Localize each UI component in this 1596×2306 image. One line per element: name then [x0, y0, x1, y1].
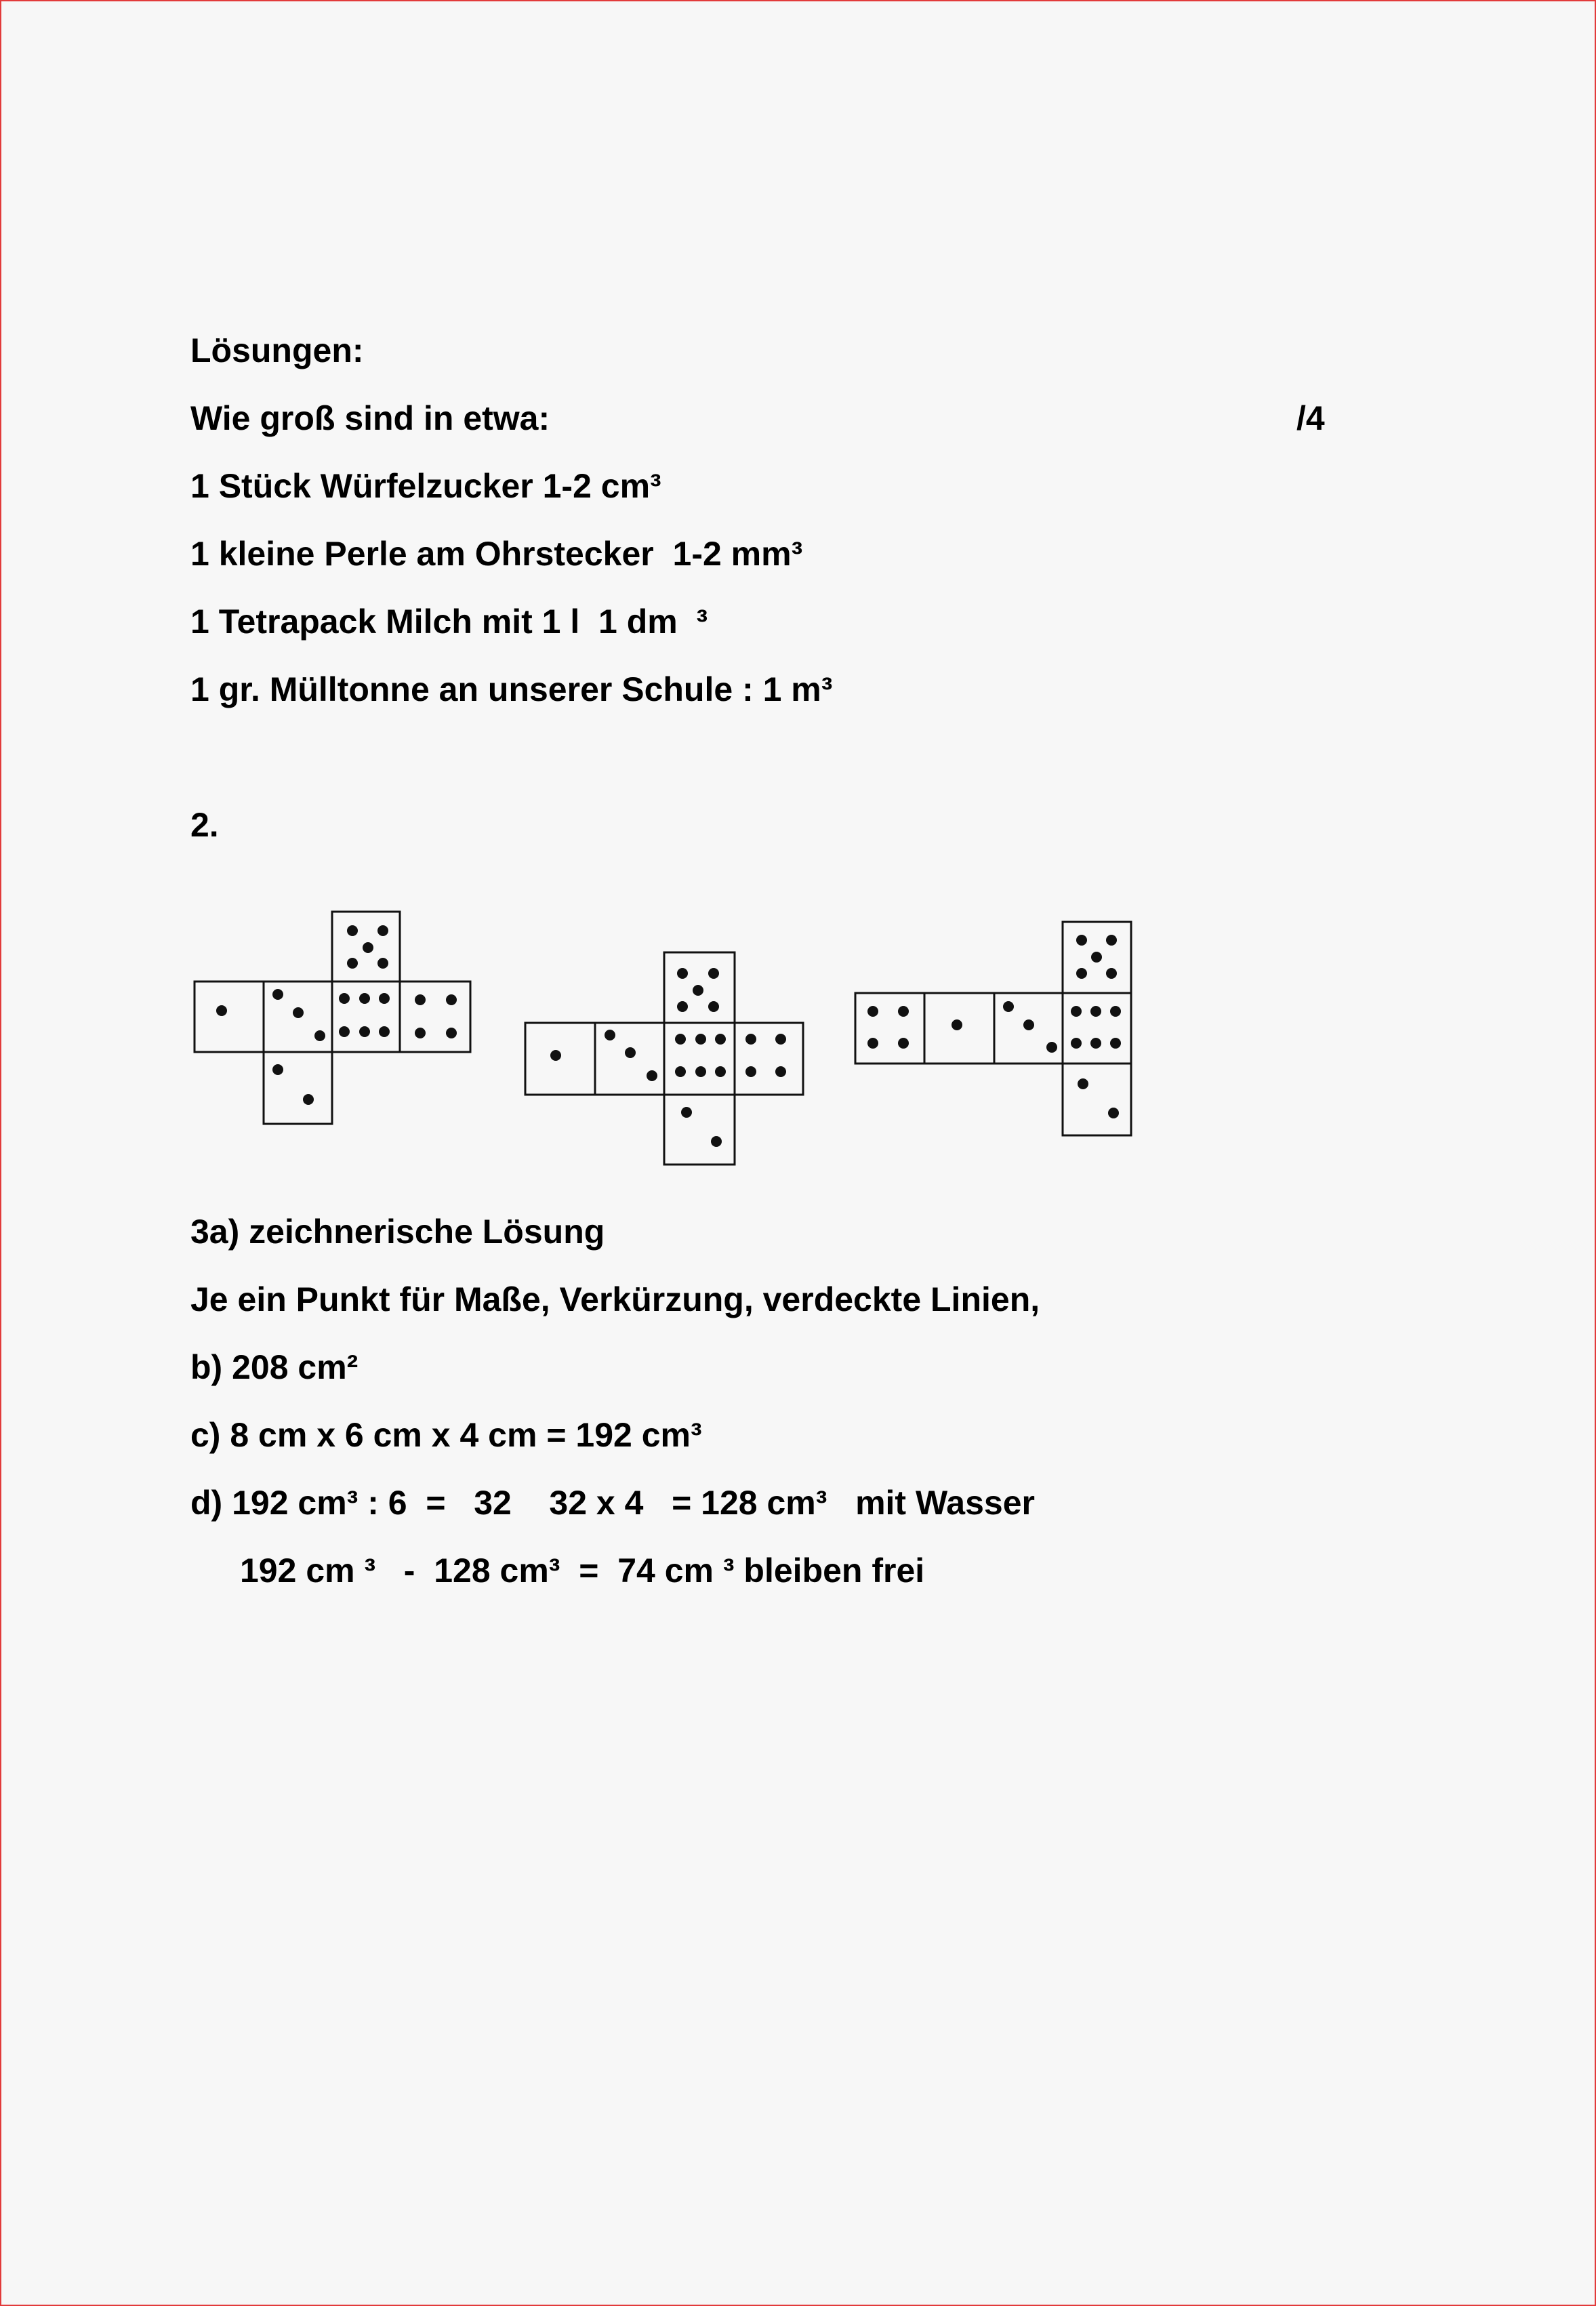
task1-answer-milk-carton: 1 Tetrapack Milch mit 1 l 1 dm ³ [190, 603, 708, 641]
page-title: Lösungen: [190, 331, 364, 369]
dice-net-3 [855, 922, 1131, 1135]
task1-answer-trash-bin: 1 gr. Mülltonne an unserer Schule : 1 m³ [190, 670, 833, 708]
task3b-answer: b) 208 cm² [190, 1348, 359, 1386]
task2-label: 2. [190, 806, 219, 844]
task1-answer-pearl: 1 kleine Perle am Ohrstecker 1-2 mm³ [190, 535, 803, 573]
task1-answer-sugar-cube: 1 Stück Würfelzucker 1-2 cm³ [190, 467, 661, 505]
task1-question: Wie groß sind in etwa: [190, 399, 550, 437]
task3a-label: 3a) zeichnerische Lösung [190, 1213, 605, 1251]
task1-score: /4 [1296, 399, 1325, 437]
task3a-note: Je ein Punkt für Maße, Verkürzung, verdeckte Linien, [190, 1280, 1040, 1318]
task3c-answer: c) 8 cm x 6 cm x 4 cm = 192 cm³ [190, 1416, 702, 1454]
task3d-continued: 192 cm ³ - 128 cm³ = 74 cm ³ bleiben frei [240, 1552, 925, 1590]
task3d-answer: d) 192 cm³ : 6 = 32 32 x 4 = 128 cm³ mit Wasser [190, 1484, 1035, 1522]
dice-net-2 [525, 952, 803, 1165]
dice-net-1 [195, 912, 470, 1124]
